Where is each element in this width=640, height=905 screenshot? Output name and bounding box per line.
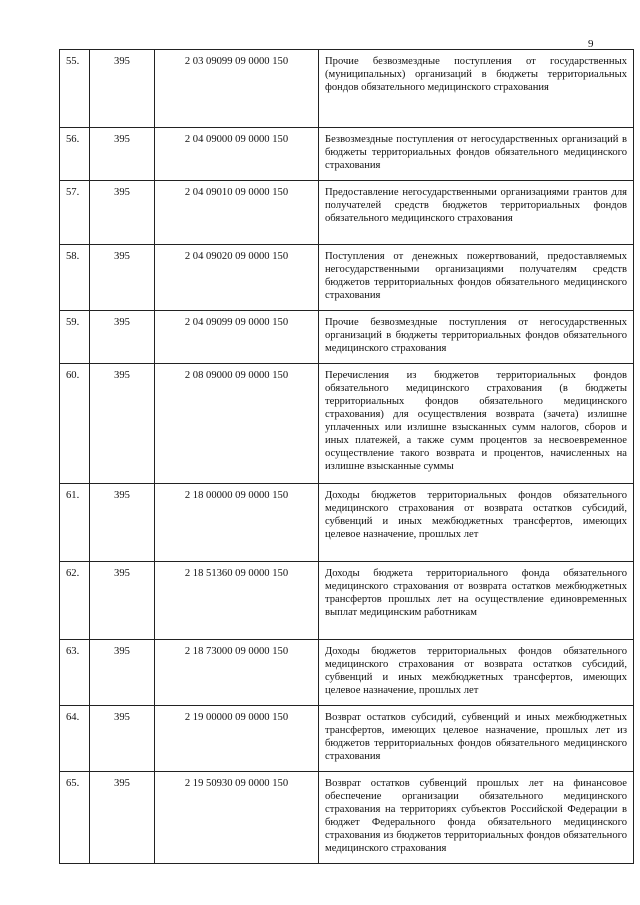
row-number: 55.	[60, 50, 90, 128]
budget-code: 2 19 50930 09 0000 150	[155, 772, 319, 864]
admin-code: 395	[90, 772, 155, 864]
admin-code: 395	[90, 484, 155, 562]
row-number: 59.	[60, 311, 90, 364]
income-name: Безвозмездные поступления от негосударственных организаций в бюджеты территориальных фондов обязательного медицинского страхования	[319, 128, 634, 181]
budget-code: 2 18 51360 09 0000 150	[155, 562, 319, 640]
income-name: Предоставление негосударственными организациями грантов для получателей средств бюджетов территориальных фондов обязательного медицинского страхования	[319, 181, 634, 245]
table-row	[60, 181, 634, 245]
admin-code: 395	[90, 50, 155, 128]
income-name: Возврат остатков субвенций прошлых лет на финансовое обеспечение организации обязательного медицинского страхования на территориях субъектов Российской Федерации в бюджет Федерального фонда обязательного медицинского страхования из бюджетов территориальных фондов обязательного медицинского страхования	[319, 772, 634, 864]
budget-codes-table	[59, 49, 634, 864]
row-number: 62.	[60, 562, 90, 640]
admin-code: 395	[90, 128, 155, 181]
income-name: Возврат остатков субсидий, субвенций и иных межбюджетных трансфертов, имеющих целевое назначение, прошлых лет из бюджетов территориальных фондов обязательного медицинского страхования	[319, 706, 634, 772]
table-row	[60, 562, 634, 640]
row-number: 65.	[60, 772, 90, 864]
row-number: 64.	[60, 706, 90, 772]
admin-code: 395	[90, 245, 155, 311]
income-name: Доходы бюджета территориального фонда обязательного медицинского страхования от возврата остатков межбюджетных трансфертов прошлых лет на осуществление единовременных выплат медицинским работникам	[319, 562, 634, 640]
table-row	[60, 706, 634, 772]
row-number: 57.	[60, 181, 90, 245]
income-name: Прочие безвозмездные поступления от негосударственных организаций в бюджеты территориальных фондов обязательного медицинского страхования	[319, 311, 634, 364]
page-number: 9	[588, 38, 594, 50]
row-number: 56.	[60, 128, 90, 181]
table-row	[60, 364, 634, 484]
income-name: Прочие безвозмездные поступления от государственных (муниципальных) организаций в бюджеты территориальных фондов обязательного медицинского страхования	[319, 50, 634, 128]
budget-code: 2 19 00000 09 0000 150	[155, 706, 319, 772]
admin-code: 395	[90, 562, 155, 640]
table-row	[60, 772, 634, 864]
budget-code: 2 04 09000 09 0000 150	[155, 128, 319, 181]
table-row	[60, 311, 634, 364]
table-row	[60, 128, 634, 181]
admin-code: 395	[90, 640, 155, 706]
admin-code: 395	[90, 311, 155, 364]
income-name: Перечисления из бюджетов территориальных фондов обязательного медицинского страхования (в бюджеты территориальных фондов обязательного медицинского страхования) для осуществления возврата (зачета) излишне уплаченных или излишне взысканных сумм налогов, сборов и иных платежей, а также сумм процентов за несвоевременное осуществление такого возврата и процентов, начисленных на излишне взысканные суммы	[319, 364, 634, 484]
table-row	[60, 245, 634, 311]
income-name: Доходы бюджетов территориальных фондов обязательного медицинского страхования от возврата остатков субсидий, субвенций и иных межбюджетных трансфертов, имеющих целевое назначение, прошлых лет	[319, 640, 634, 706]
income-name: Доходы бюджетов территориальных фондов обязательного медицинского страхования от возврата остатков субсидий, субвенций и иных межбюджетных трансфертов, имеющих целевое назначение, прошлых лет	[319, 484, 634, 562]
row-number: 58.	[60, 245, 90, 311]
budget-code: 2 04 09020 09 0000 150	[155, 245, 319, 311]
table-row	[60, 484, 634, 562]
table-body	[60, 50, 634, 864]
row-number: 61.	[60, 484, 90, 562]
budget-code: 2 03 09099 09 0000 150	[155, 50, 319, 128]
row-number: 63.	[60, 640, 90, 706]
table-row	[60, 50, 634, 128]
budget-code: 2 18 00000 09 0000 150	[155, 484, 319, 562]
budget-code: 2 04 09010 09 0000 150	[155, 181, 319, 245]
row-number: 60.	[60, 364, 90, 484]
budget-code: 2 08 09000 09 0000 150	[155, 364, 319, 484]
budget-code: 2 18 73000 09 0000 150	[155, 640, 319, 706]
admin-code: 395	[90, 706, 155, 772]
income-name: Поступления от денежных пожертвований, предоставляемых негосударственными организациями получателям средств бюджетов территориальных фондов обязательного медицинского страхования	[319, 245, 634, 311]
admin-code: 395	[90, 181, 155, 245]
budget-code: 2 04 09099 09 0000 150	[155, 311, 319, 364]
admin-code: 395	[90, 364, 155, 484]
table-row	[60, 640, 634, 706]
